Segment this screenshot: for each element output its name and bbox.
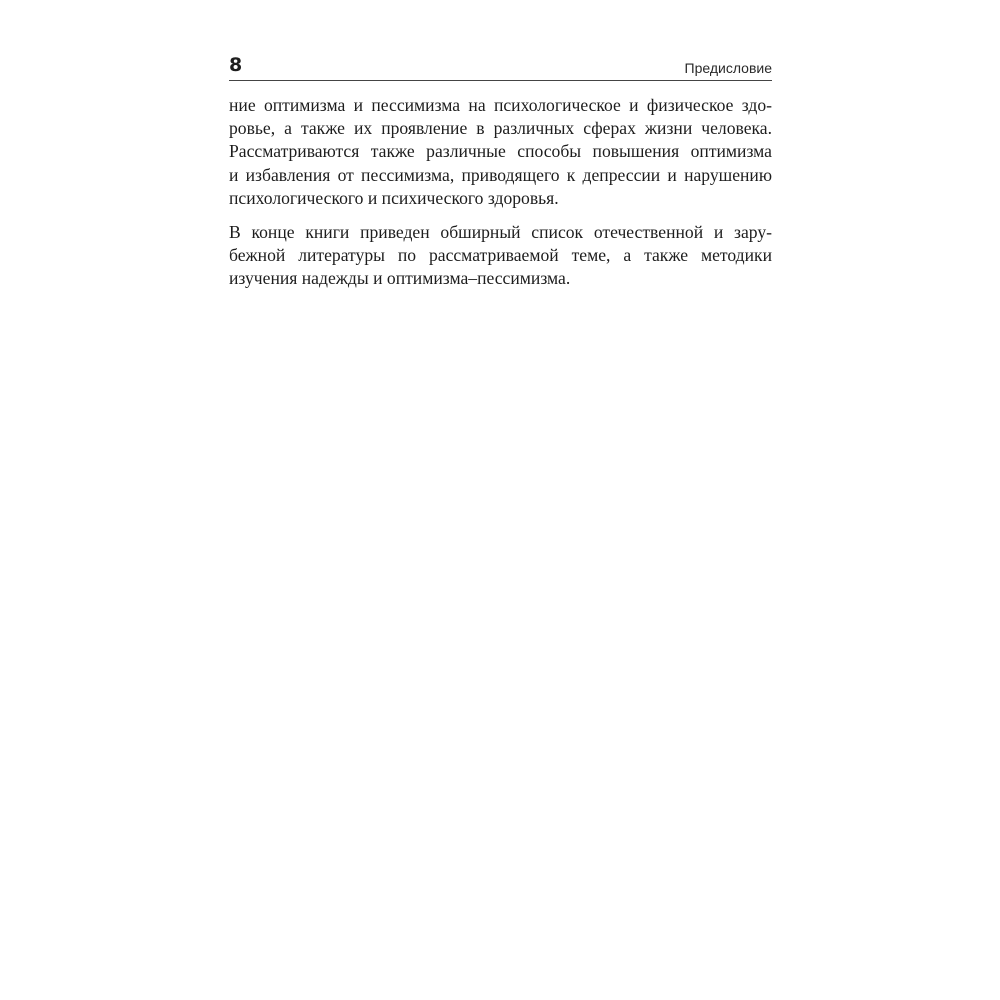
text-line: психологического и психического здоровья. [229, 187, 559, 208]
body-text [229, 94, 772, 291]
paragraph-spacer [229, 210, 772, 221]
text-line: ровье, а также их проявление в различных сферах жизни человека. [229, 118, 772, 139]
text-line: Рассматриваются также различные способы повышения оптимизма [229, 141, 772, 162]
paragraph-2 [229, 221, 772, 291]
text-line: ние оптимизма и пессимизма на психологическое и физическое здо- [229, 95, 772, 115]
text-line: и избавления от пессимизма, приводящего к депрессии и нарушению [229, 164, 772, 185]
paragraph-1 [229, 94, 772, 210]
text-line: бежной литературы по рассматриваемой теме, а также методики [229, 245, 772, 266]
text-line: В конце книги приведен обширный список отечественной и зару- [229, 221, 772, 242]
section-title: Предисловие [684, 60, 772, 76]
text-line: изучения надежды и оптимизма–пессимизма. [229, 268, 571, 289]
page-number: 8 [229, 54, 243, 76]
running-header [229, 52, 772, 81]
